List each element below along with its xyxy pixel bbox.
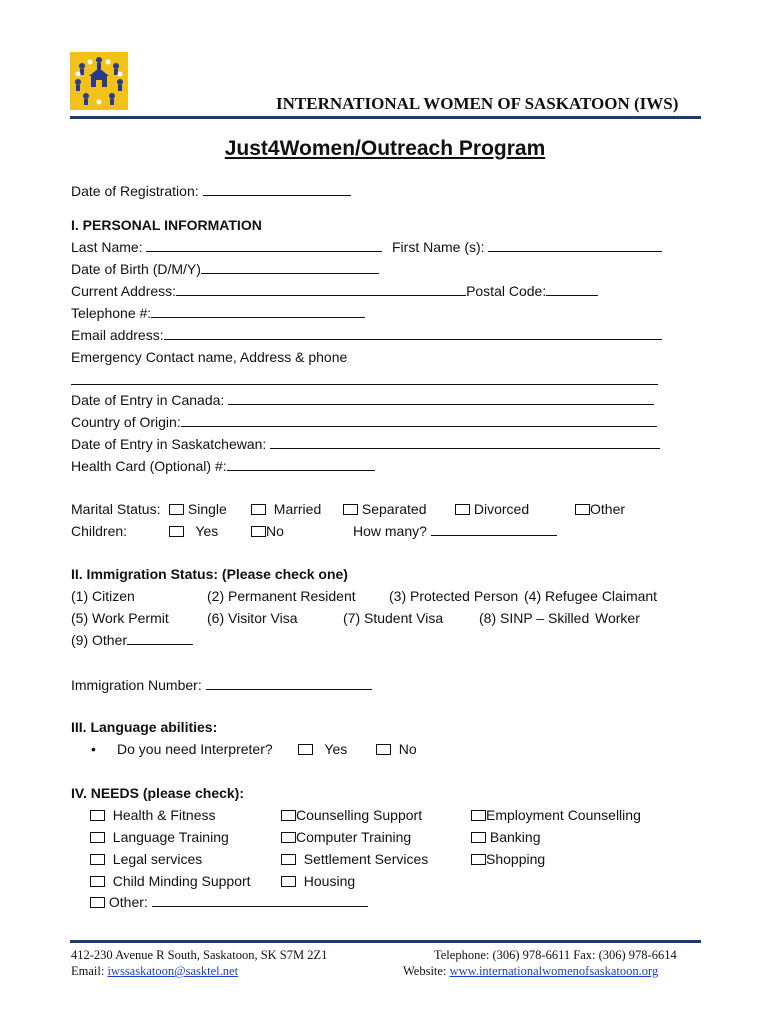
need-label: Computer Training [296,829,412,845]
immigration-option-sinp[interactable]: (8) SINP – Skilled [479,610,590,626]
checkbox-icon[interactable] [471,810,486,821]
marital-option-label: Single [187,501,227,517]
people-circle-logo-icon [70,52,128,110]
interpreter-yes-label: Yes [324,741,348,757]
immigration-option-sinp-worker: Worker [595,610,640,626]
need-language-training[interactable] [90,828,229,846]
need-settlement-services[interactable] [281,850,428,868]
how-many-label: How many? [353,523,427,539]
checkbox-icon[interactable] [90,854,105,865]
checkbox-icon[interactable] [471,854,486,865]
checkbox-icon[interactable] [90,897,105,908]
need-label: Legal services [112,851,203,867]
emergency-contact-label: Emergency Contact name, Address & phone [71,349,348,365]
children-no-option[interactable] [251,522,284,540]
last-name-label: Last Name: [71,239,143,255]
org-title: INTERNATIONAL WOMEN OF SASKATOON (IWS) [276,94,679,113]
need-housing[interactable] [281,872,355,890]
checkbox-icon[interactable] [90,832,105,843]
personal-info-heading: I. PERSONAL INFORMATION [71,217,262,233]
first-name-label: First Name (s): [392,239,485,255]
address-label: Current Address: [71,283,177,299]
registration-row [71,182,351,200]
need-label: Banking [489,829,541,845]
immigration-option-student-visa[interactable]: (7) Student Visa [343,610,444,626]
address-field[interactable] [176,283,466,296]
need-label: Shopping [486,851,546,867]
checkbox-icon[interactable] [575,504,590,515]
checkbox-icon[interactable] [298,744,313,755]
entry-sask-label: Date of Entry in Saskatchewan: [71,436,267,452]
interpreter-yes-option[interactable] [298,740,347,758]
interpreter-no-option[interactable] [376,740,417,758]
dob-label: Date of Birth (D/M/Y) [71,261,201,277]
marital-option-other[interactable] [575,500,625,518]
immigration-number-label: Immigration Number: [71,677,202,693]
postal-code-field[interactable] [546,283,598,296]
need-banking[interactable] [471,828,540,846]
checkbox-icon[interactable] [90,810,105,821]
registration-date-label: Date of Registration: [71,183,199,199]
checkbox-icon[interactable] [281,854,296,865]
children-no-label: No [266,523,284,539]
checkbox-icon[interactable] [281,810,296,821]
immigration-other-field[interactable] [127,632,193,645]
marital-option-label: Divorced [473,501,530,517]
marital-option-divorced[interactable] [455,500,529,518]
entry-sask-field[interactable] [270,436,660,449]
immigration-number-row [71,676,372,694]
telephone-field[interactable] [151,305,365,318]
footer-email-link[interactable]: iwssaskatoon@sasktel.net [107,964,239,978]
emergency-contact-row [71,372,658,390]
need-label: Counselling Support [296,807,423,823]
immigration-heading: II. Immigration Status: (Please check one) [71,566,348,582]
dob-field[interactable] [201,261,379,274]
entry-canada-label: Date of Entry in Canada: [71,392,225,408]
dob-row [71,260,379,278]
footer-email-row [71,963,238,979]
marital-option-label: Other [590,501,626,517]
email-label: Email address: [71,327,164,343]
checkbox-icon[interactable] [343,504,358,515]
last-name-row [71,238,382,256]
immigration-option-work-permit[interactable]: (5) Work Permit [71,610,169,626]
marital-option-married[interactable] [251,500,321,518]
need-counselling-support[interactable] [281,806,422,824]
how-many-field[interactable] [431,523,557,536]
marital-status-label: Marital Status: [71,501,161,517]
bullet-icon: • [91,741,96,757]
need-label: Employment Counselling [486,807,641,823]
email-row [71,326,662,344]
footer-website-label: Website: [403,964,447,978]
language-heading: III. Language abilities: [71,719,218,735]
immigration-option-other-label: (9) Other [71,632,128,648]
iws-logo [70,52,128,110]
health-card-row [71,457,375,475]
need-label: Language Training [112,829,229,845]
immigration-option-visitor-visa[interactable]: (6) Visitor Visa [207,610,298,626]
need-computer-training[interactable] [281,828,411,846]
children-label: Children: [71,523,128,539]
checkbox-icon[interactable] [169,526,184,537]
immigration-option-other-row[interactable] [71,631,193,649]
footer-email-label: Email: [71,964,105,978]
checkbox-icon[interactable] [90,876,105,887]
interpreter-question: Do you need Interpreter? [117,741,273,757]
immigration-option-citizen[interactable]: (1) Citizen [71,588,135,604]
need-health-fitness[interactable] [90,806,216,824]
telephone-label: Telephone #: [71,305,152,321]
registration-date-field[interactable] [203,183,351,196]
need-other-row[interactable] [90,893,368,911]
need-shopping[interactable] [471,850,545,868]
address-row [71,282,598,300]
country-origin-row [71,413,657,431]
need-employment-counselling[interactable] [471,806,641,824]
header-divider [70,116,701,119]
health-card-label: Health Card (Optional) #: [71,458,227,474]
entry-canada-field[interactable] [228,392,654,405]
need-legal-services[interactable] [90,850,202,868]
first-name-row [392,238,662,256]
program-title: Just4Women/Outreach Program [224,137,546,160]
telephone-row [71,304,365,322]
need-label: Health & Fitness [112,807,216,823]
needs-heading: IV. NEEDS (please check): [71,785,245,801]
need-other-field[interactable] [152,894,368,907]
entry-canada-row [71,391,654,409]
immigration-option-protected-person[interactable]: (3) Protected Person [389,588,519,604]
footer-website-link[interactable]: www.internationalwomenofsaskatoon.org [449,964,659,978]
need-label: Housing [303,873,356,889]
immigration-option-refugee-claimant[interactable]: (4) Refugee Claimant [524,588,658,604]
immigration-option-permanent-resident[interactable]: (2) Permanent Resident [207,588,356,604]
checkbox-icon[interactable] [281,876,296,887]
children-yes-label: Yes [195,523,219,539]
marital-option-label: Married [273,501,322,517]
need-label: Child Minding Support [112,873,251,889]
interpreter-no-label: No [398,741,417,757]
checkbox-icon[interactable] [251,526,266,537]
footer-website-row [403,963,658,979]
first-name-field[interactable] [488,239,662,252]
footer-address: 412-230 Avenue R South, Saskatoon, SK S7M 2Z1 [71,948,328,962]
checkbox-icon[interactable] [169,504,184,515]
children-yes-option[interactable] [169,522,218,540]
checkbox-icon[interactable] [251,504,266,515]
how-many-row [353,522,557,540]
immigration-number-field[interactable] [206,677,372,690]
country-origin-field[interactable] [181,414,657,427]
marital-option-separated[interactable] [343,500,427,518]
checkbox-icon[interactable] [455,504,470,515]
marital-option-label: Separated [361,501,427,517]
email-field[interactable] [164,327,662,340]
marital-option-single[interactable] [169,500,227,518]
country-origin-label: Country of Origin: [71,414,181,430]
emergency-contact-field[interactable] [71,372,658,385]
need-child-minding[interactable] [90,872,251,890]
footer-divider [70,940,701,943]
need-label: Settlement Services [303,851,429,867]
last-name-field[interactable] [146,239,382,252]
checkbox-icon[interactable] [471,832,486,843]
health-card-field[interactable] [227,458,375,471]
footer-phone: Telephone: (306) 978-6611 Fax: (306) 978-6614 [434,948,677,962]
entry-sask-row [71,435,660,453]
need-other-label: Other: [108,894,148,910]
checkbox-icon[interactable] [376,744,391,755]
postal-code-label: Postal Code: [466,283,547,299]
checkbox-icon[interactable] [281,832,296,843]
